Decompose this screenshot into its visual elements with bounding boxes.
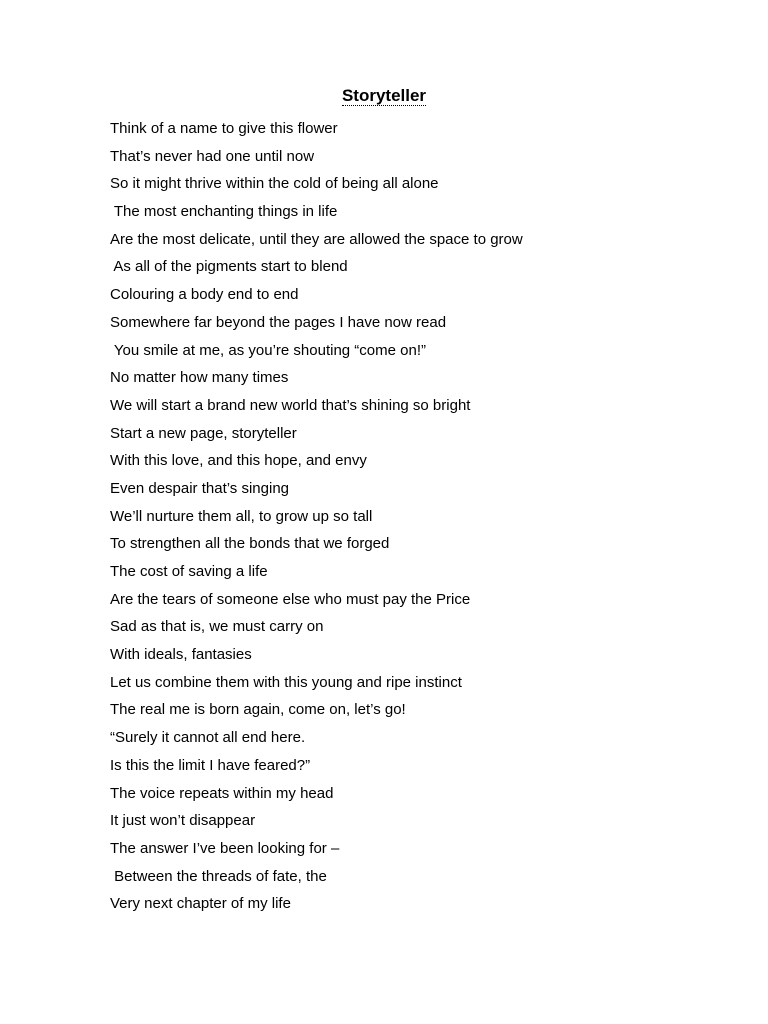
poem-line: Even despair that’s singing: [110, 479, 290, 497]
poem-line: Let us combine them with this young and ripe instinct: [110, 673, 462, 691]
poem-line: The real me is born again, come on, let’s go!: [110, 701, 406, 719]
poem-line: We will start a brand new world that’s shining so bright: [110, 396, 471, 414]
poem-line: Somewhere far beyond the pages I have now read: [110, 313, 447, 331]
poem-line: The voice repeats within my head: [110, 784, 334, 802]
poem-line: The answer I’ve been looking for –: [110, 839, 340, 857]
poem-line: The most enchanting things in life: [110, 203, 338, 221]
poem-line: With ideals, fantasies: [110, 646, 252, 664]
poem-line: You smile at me, as you’re shouting “come on!”: [110, 341, 426, 359]
poem-line: With this love, and this hope, and envy: [110, 452, 367, 470]
document-title-container: [0, 86, 768, 106]
poem-line: No matter how many times: [110, 369, 289, 387]
poem-line: To strengthen all the bonds that we forged: [110, 535, 390, 553]
poem-line: Start a new page, storyteller: [110, 424, 297, 442]
poem-line: Between the threads of fate, the: [110, 867, 327, 885]
poem-line: Think of a name to give this flower: [110, 120, 338, 137]
poem-line: We’ll nurture them all, to grow up so tall: [110, 507, 373, 525]
poem-line: So it might thrive within the cold of being all alone: [110, 175, 439, 193]
poem-line: As all of the pigments start to blend: [110, 258, 348, 276]
poem-line: Very next chapter of my life: [110, 895, 291, 913]
poem-line: “Surely it cannot all end here.: [110, 729, 306, 747]
poem-line: Colouring a body end to end: [110, 286, 299, 304]
poem-line: Are the tears of someone else who must pay the Price: [110, 590, 471, 608]
poem-line: Is this the limit I have feared?”: [110, 756, 311, 774]
document-title: Storyteller: [341, 86, 427, 105]
poem-line: Are the most delicate, until they are allowed the space to grow: [110, 230, 523, 248]
poem-lines: [110, 115, 730, 918]
poem-line: It just won’t disappear: [110, 812, 256, 830]
poem-line: That’s never had one until now: [110, 147, 315, 165]
poem-line: The cost of saving a life: [110, 563, 268, 580]
poem-line: Sad as that is, we must carry on: [110, 618, 324, 636]
